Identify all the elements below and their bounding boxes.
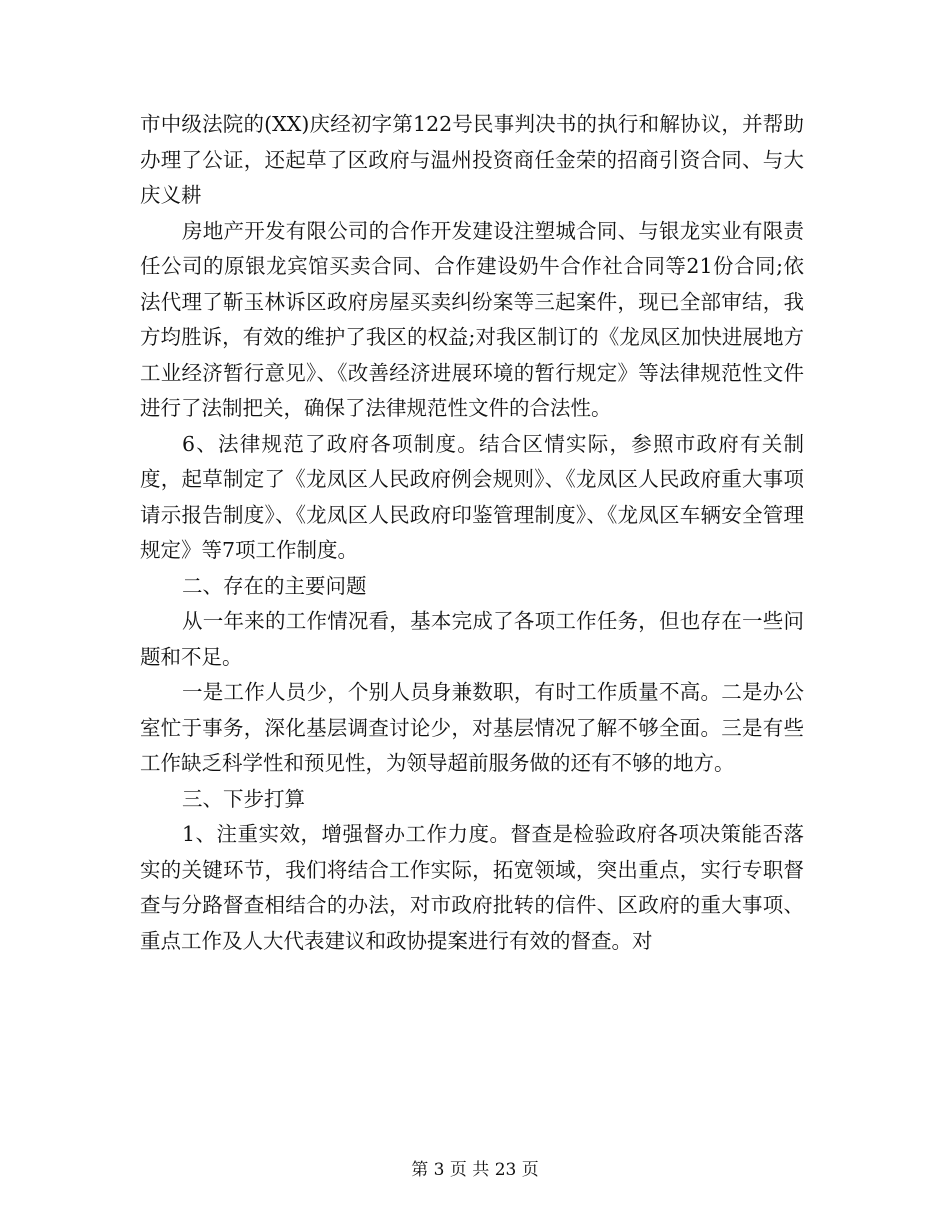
paragraph-2: 房地产开发有限公司的合作开发建设注塑城合同、与银龙实业有限责任公司的原银龙宾馆买卖合同、合作建设奶牛合作社合同等21份合同;依法代理了靳玉林诉区政府房屋买卖纠纷案等三起案件，现已全部审结，我方均胜诉，有效的维护了我区的权益;对我区制订的《龙凤区加快进展地方工业经济暂行意见》、《改善经济进展环境的暂行规定》等法律规范性文件进行了法制把关，确保了法律规范性文件的合法性。 (140, 218, 804, 420)
paragraph-3: 6、法律规范了政府各项制度。结合区情实际，参照市政府有关制度，起草制定了《龙凤区人民政府例会规则》、《龙凤区人民政府重大事项请示报告制度》、《龙凤区人民政府印鉴管理制度》、《龙凤区车辆安全管理规定》等7项工作制度。 (140, 431, 804, 562)
section-heading-next-steps: 三、下步打算 (182, 786, 305, 811)
section-heading-problems: 二、存在的主要问题 (182, 573, 367, 598)
paragraph-4: 从一年来的工作情况看，基本完成了各项工作任务，但也存在一些问题和不足。 (140, 609, 804, 669)
page-number-footer: 第 3 页 共 23 页 (411, 1160, 539, 1180)
paragraph-5: 一是工作人员少，个别人员身兼数职，有时工作质量不高。二是办公室忙于事务，深化基层调查讨论少，对基层情况了解不够全面。三是有些工作缺乏科学性和预见性，为领导超前服务做的还有不够的地方。 (140, 680, 804, 775)
paragraph-6: 1、注重实效，增强督办工作力度。督查是检验政府各项决策能否落实的关键环节，我们将结合工作实际，拓宽领域，突出重点，实行专职督查与分路督查相结合的办法，对市政府批转的信件、区政府的重大事项、重点工作及人大代表建议和政协提案进行有效的督查。对 (140, 822, 804, 953)
paragraph-1: 市中级法院的(XX)庆经初字第122号民事判决书的执行和解协议，并帮助办理了公证，还起草了区政府与温州投资商任金荣的招商引资合同、与大庆义耕 (140, 112, 804, 207)
document-body (140, 107, 804, 959)
